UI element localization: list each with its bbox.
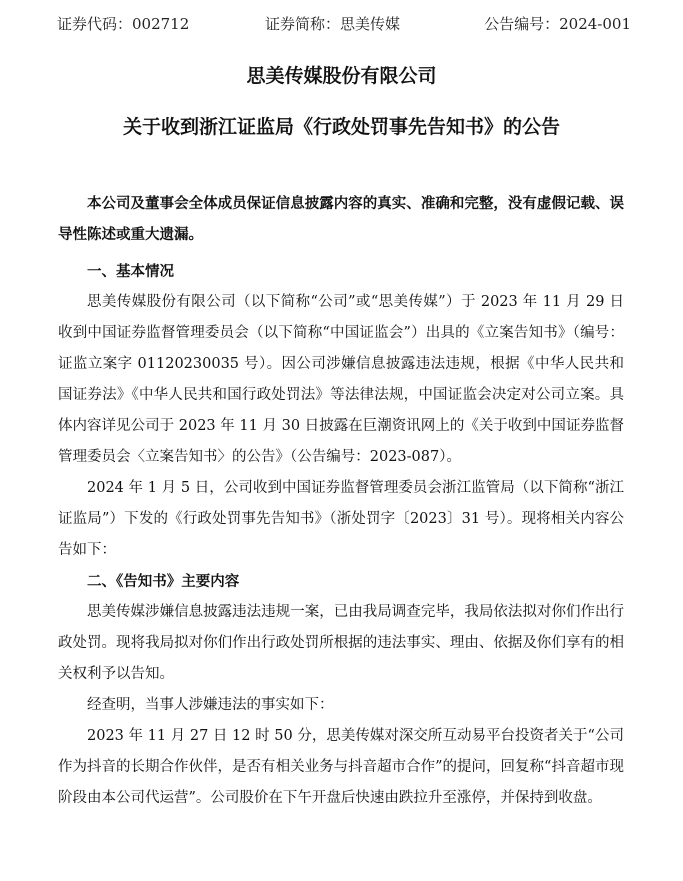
section-heading-notice: 二、《告知书》主要内容 <box>87 573 240 590</box>
paragraph: 思美传媒股份有限公司（以下简称“公司”或“思美传媒”）于 2023 年 11 月 29 日收到中国证券监督管理委员会（以下简称“中国证监会”）出具的《立案告知书》（编号：证监立案字 01120230035 号）。因公司涉嫌信息披露违法违规，根据《中华人民共和国证券法》《中华人民共和国行政处罚法》等法律法规，中国证监会决定对公司立案。具体内容详见公司于 2023 年 11 月 30 日披露在巨潮资讯网上的《关于收到中国证券监督管理委员会〈立案告知书〉的公告》（公告编号：2023-087）。 <box>58 294 624 465</box>
announcement-number: 公告编号：2024-001 <box>484 15 631 33</box>
section-heading-basic: 一、基本情况 <box>87 263 174 280</box>
stock-abbreviation: 证券简称：思美传媒 <box>265 15 401 33</box>
paragraph: 2023 年 11 月 27 日 12 时 50 分，思美传媒对深交所互动易平台投资者关于“公司作为抖音的长期合作伙伴，是否有相关业务与抖音超市合作”的提问，回复称“抖音超市现阶段由本公司代运营”。公司股价在下午开盘后快速由跌拉升至涨停，并保持到收盘。 <box>58 728 624 806</box>
document-header <box>0 13 683 39</box>
paragraph: 思美传媒涉嫌信息披露违法违规一案，已由我局调查完毕，我局依法拟对你们作出行政处罚。现将我局拟对你们作出行政处罚所根据的违法事实、理由、依据及你们享有的相关权利予以告知。 <box>58 604 624 682</box>
paragraph: 经查明，当事人涉嫌违法的事实如下： <box>87 697 334 713</box>
paragraph: 2024 年 1 月 5 日，公司收到中国证券监督管理委员会浙江监管局（以下简称“浙江证监局”）下发的《行政处罚事先告知书》（浙处罚字〔2023〕31 号）。现将相关内容公告如下： <box>58 480 624 558</box>
announcement-title: 关于收到浙江证监局《行政处罚事先告知书》的公告 <box>122 116 560 138</box>
company-name: 思美传媒股份有限公司 <box>246 65 437 87</box>
board-statement: 本公司及董事会全体成员保证信息披露内容的真实、准确和完整，没有虚假记载、误导性陈述或重大遗漏。 <box>58 195 624 243</box>
stock-code: 证券代码：002712 <box>57 15 190 33</box>
announcement-body <box>58 188 624 814</box>
